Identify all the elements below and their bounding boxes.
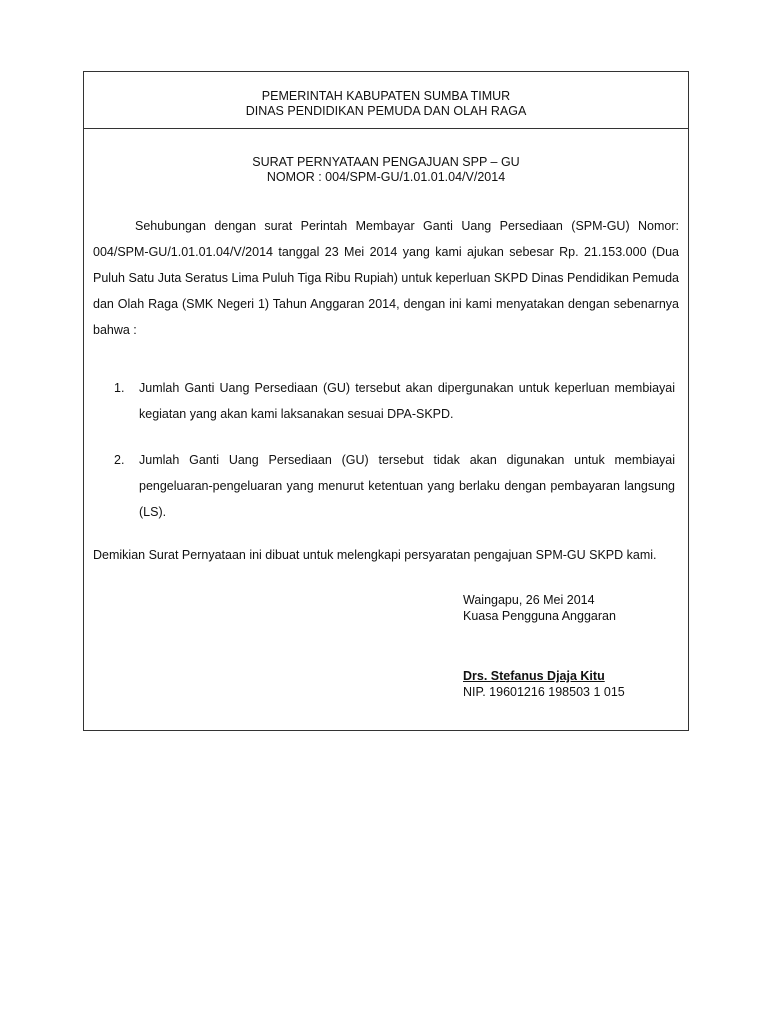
title-subject: SURAT PERNYATAAN PENGAJUAN SPP – GU xyxy=(252,155,520,169)
statement-number: 2. xyxy=(114,453,125,467)
signature-space xyxy=(463,624,625,668)
letter-title xyxy=(84,155,688,185)
statement-item xyxy=(84,375,675,427)
signer-role: Kuasa Pengguna Anggaran xyxy=(463,609,616,623)
signer-nip: NIP. 19601216 198503 1 015 xyxy=(463,685,625,699)
intro-paragraph: Sehubungan dengan surat Perintah Membayar Ganti Uang Persediaan (SPM-GU) Nomor: 004/SPM-GU/1.01.01.04/V/2014 tanggal 23 Mei 2014 yang kami ajukan sebesar Rp. 21.153.000 (Dua Puluh Satu Juta Seratus Lima Puluh Tiga Ribu Rupiah) untuk keperluan SKPD Dinas Pendidikan Pemuda dan Olah Raga (SMK Negeri 1) Tahun Anggaran 2014, dengan ini kami menyatakan dengan sebenarnya bahwa : xyxy=(93,219,679,337)
header-department: DINAS PENDIDIKAN PEMUDA DAN OLAH RAGA xyxy=(245,104,527,118)
place-date: Waingapu, 26 Mei 2014 xyxy=(463,593,595,607)
statement-text: Jumlah Ganti Uang Persediaan (GU) tersebut akan dipergunakan untuk keperluan membiayai kegiatan yang akan kami laksanakan sesuai DPA-SKPD. xyxy=(139,381,675,421)
title-number: NOMOR : 004/SPM-GU/1.01.01.04/V/2014 xyxy=(266,170,506,184)
header-government: PEMERINTAH KABUPATEN SUMBA TIMUR xyxy=(261,89,511,103)
letter-header xyxy=(84,72,688,129)
document-frame xyxy=(83,71,689,731)
closing-paragraph: Demikian Surat Pernyataan ini dibuat untuk melengkapi persyaratan pengajuan SPM-GU SKPD kami. xyxy=(93,548,657,562)
statement-text: Jumlah Ganti Uang Persediaan (GU) tersebut tidak akan digunakan untuk membiayai pengeluaran-pengeluaran yang menurut ketentuan yang berlaku dengan pembayaran langsung (LS). xyxy=(139,453,675,519)
signer-name: Drs. Stefanus Djaja Kitu xyxy=(463,669,605,683)
statement-item xyxy=(84,447,675,525)
signature-block xyxy=(463,592,625,700)
statement-number: 1. xyxy=(114,381,125,395)
statement-list xyxy=(84,375,675,525)
